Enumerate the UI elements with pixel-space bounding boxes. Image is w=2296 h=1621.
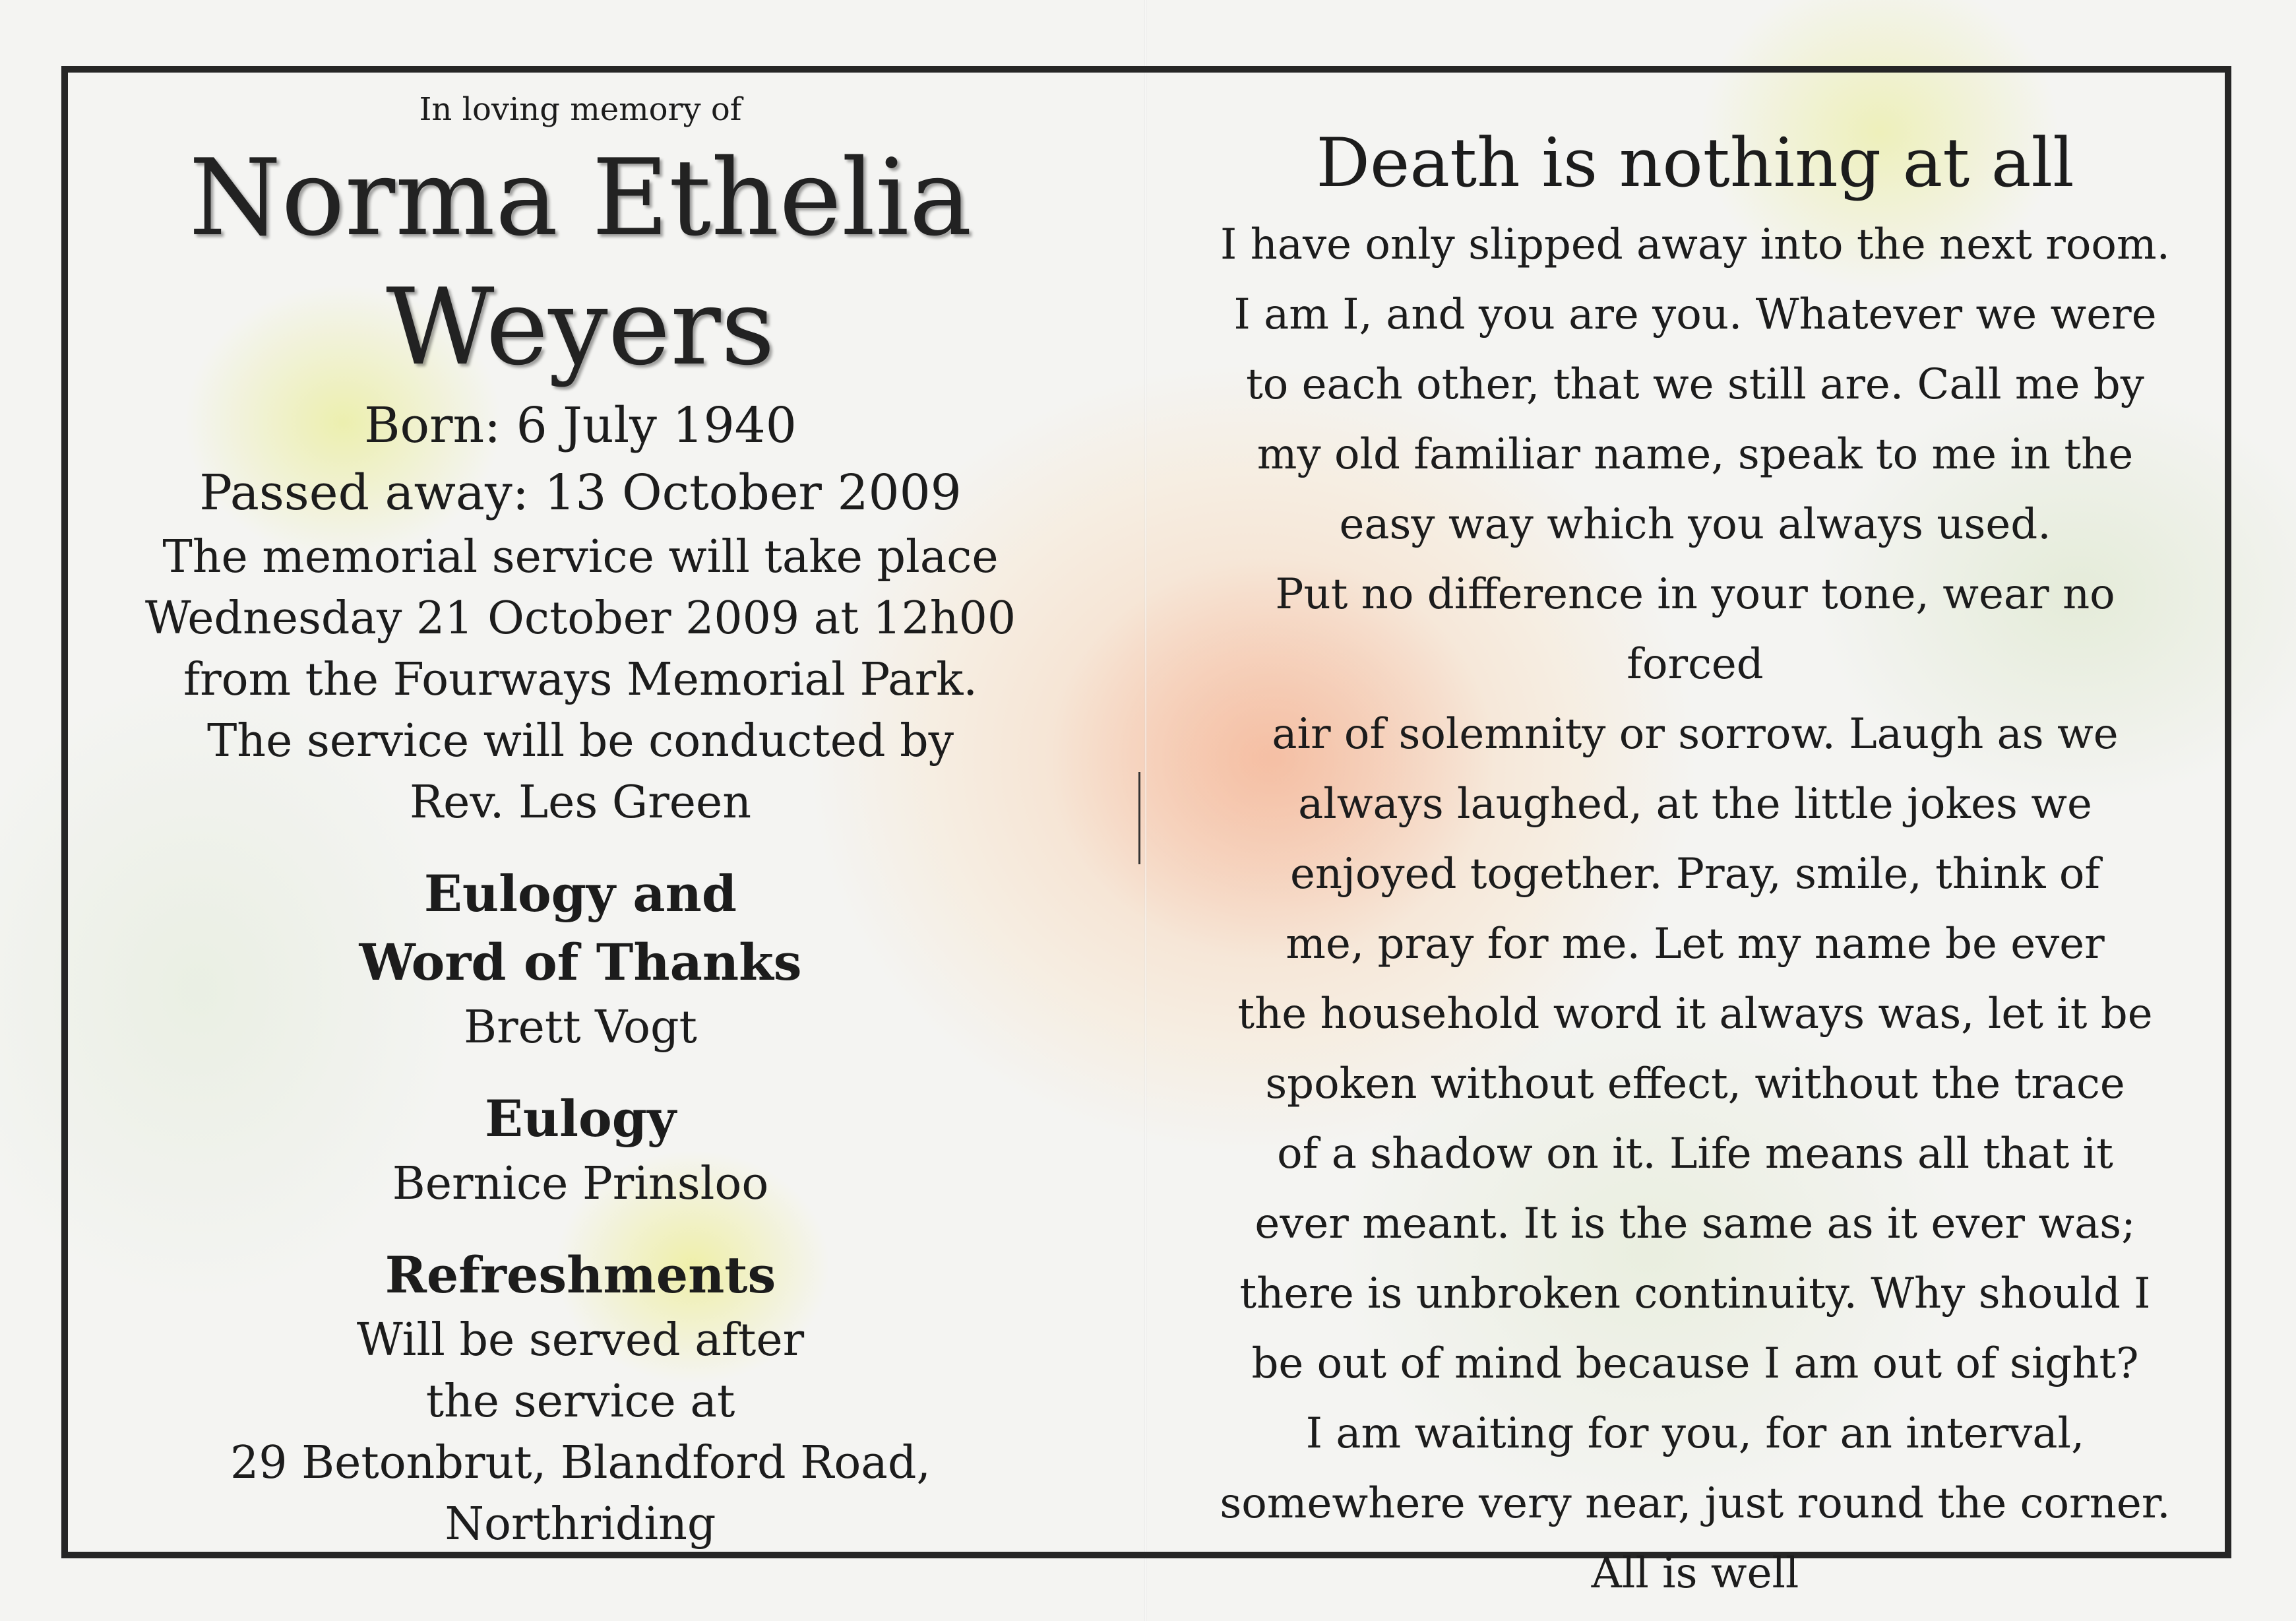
poem-line: always laughed, at the little jokes we [1298,780,2092,829]
poem-line: Put no difference in your tone, wear no forced [1275,570,2115,689]
poem-line: to each other, that we still are. Call me by [1246,360,2144,409]
eulogy-person: Bernice Prinsloo [392,1158,769,1210]
poem-line: be out of mind because I am out of sight? [1251,1339,2139,1388]
refreshments-line: Will be served after [356,1314,805,1366]
poem-title: Death is nothing at all [1316,124,2074,203]
poem-line: easy way which you always used. [1339,500,2051,549]
poem-line: of a shadow on it. Life means all that it [1277,1129,2113,1178]
service-line: from the Fourways Memorial Park. [183,654,978,706]
right-panel [1214,86,2177,1608]
poem-line: there is unbroken continuity. Why should I [1239,1269,2151,1318]
service-line: The memorial service will take place [162,531,999,583]
left-panel [86,86,1075,1555]
intro-text: In loving memory of [419,91,742,128]
poem-line: ever meant. It is the same as it ever was; [1255,1199,2136,1248]
poem-line: air of solemnity or sorrow. Laugh as we [1272,710,2119,759]
born-date: Born: 6 July 1940 [364,397,797,454]
service-line: Wednesday 21 October 2009 at 12h00 [144,592,1016,645]
poem-line: me, pray for me. Let my name be ever [1286,920,2105,969]
eulogy-thanks-person: Brett Vogt [464,1001,697,1054]
eulogy-thanks-heading: Word of Thanks [359,933,802,992]
poem-line: I have only slipped away into the next room. [1220,220,2170,269]
fold-mark [1138,772,1144,864]
poem-body [1214,210,2177,1608]
name-line-1: Norma Ethelia [189,136,972,259]
eulogy-heading: Eulogy [484,1089,677,1148]
poem-line: All is well [1591,1549,1799,1598]
service-line: Rev. Les Green [409,777,752,829]
name-line-2: Weyers [386,265,775,389]
poem-line: spoken without effect, without the trace [1265,1060,2125,1108]
refreshments-heading: Refreshments [385,1246,776,1304]
poem-line: my old familiar name, speak to me in the [1257,430,2134,479]
service-line: The service will be conducted by [206,715,954,767]
eulogy-thanks-heading: Eulogy and [423,864,737,923]
poem-line: I am I, and you are you. Whatever we were [1233,290,2157,339]
refreshments-line: the service at [425,1376,735,1428]
refreshments-line: 29 Betonbrut, Blandford Road, [230,1437,931,1489]
passed-away-date: Passed away: 13 October 2009 [199,464,962,521]
poem-line: the household word it always was, let it be [1237,990,2153,1038]
poem-line: somewhere very near, just round the corner. [1220,1479,2171,1528]
refreshments-line: Northriding [445,1498,716,1550]
poem-line: I am waiting for you, for an interval, [1305,1409,2085,1458]
poem-line: enjoyed together. Pray, smile, think of [1289,850,2101,899]
